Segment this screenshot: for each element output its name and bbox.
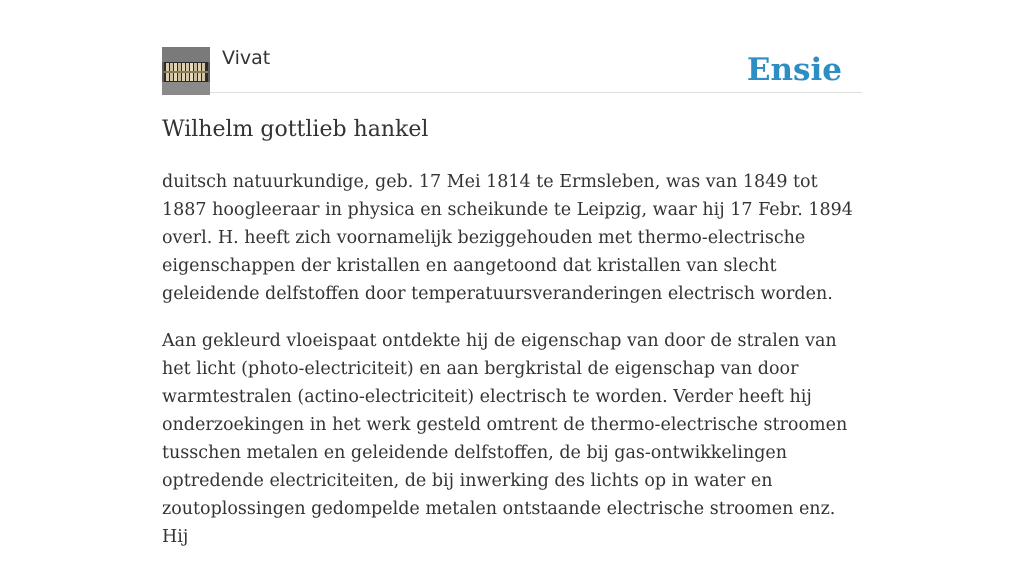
- article-body: [162, 168, 862, 570]
- book-spines-avatar-icon[interactable]: [162, 47, 210, 95]
- paragraph: duitsch natuurkundige, geb. 17 Mei 1814 te Ermsleben, was van 1849 tot 1887 hoogleeraar in physica en scheikunde te Leipzig, waar hij 17 Febr. 1894 overl. H. heeft zich voornamelijk beziggehouden met thermo-electrische eigenschappen der kristallen en aangetoond dat kristallen van slecht geleidende delfstoffen door temperatuursveranderingen electrisch worden.: [162, 172, 853, 304]
- page-title: Wilhelm gottlieb hankel: [162, 117, 429, 142]
- brand-logo[interactable]: Ensie: [746, 52, 842, 88]
- paragraph: Aan gekleurd vloeispaat ontdekte hij de eigenschap van door de stralen van het licht (photo-electriciteit) en aan bergkristal de eigenschap van door warmtestralen (actino-electriciteit) electrisch te worden. Verder heeft hij onderzoekingen in het werk gesteld omtrent de thermo-electrische stroomen tusschen metalen en geleidende delfstoffen, de bij gas-ontwikkelingen optredende electriciteiten, de bij inwerking des lichts op in water en zoutoplossingen gedompelde metalen ontstaande electrische stroomen enz. Hij: [162, 331, 848, 547]
- header: [162, 46, 862, 93]
- author-name[interactable]: Vivat: [222, 47, 271, 69]
